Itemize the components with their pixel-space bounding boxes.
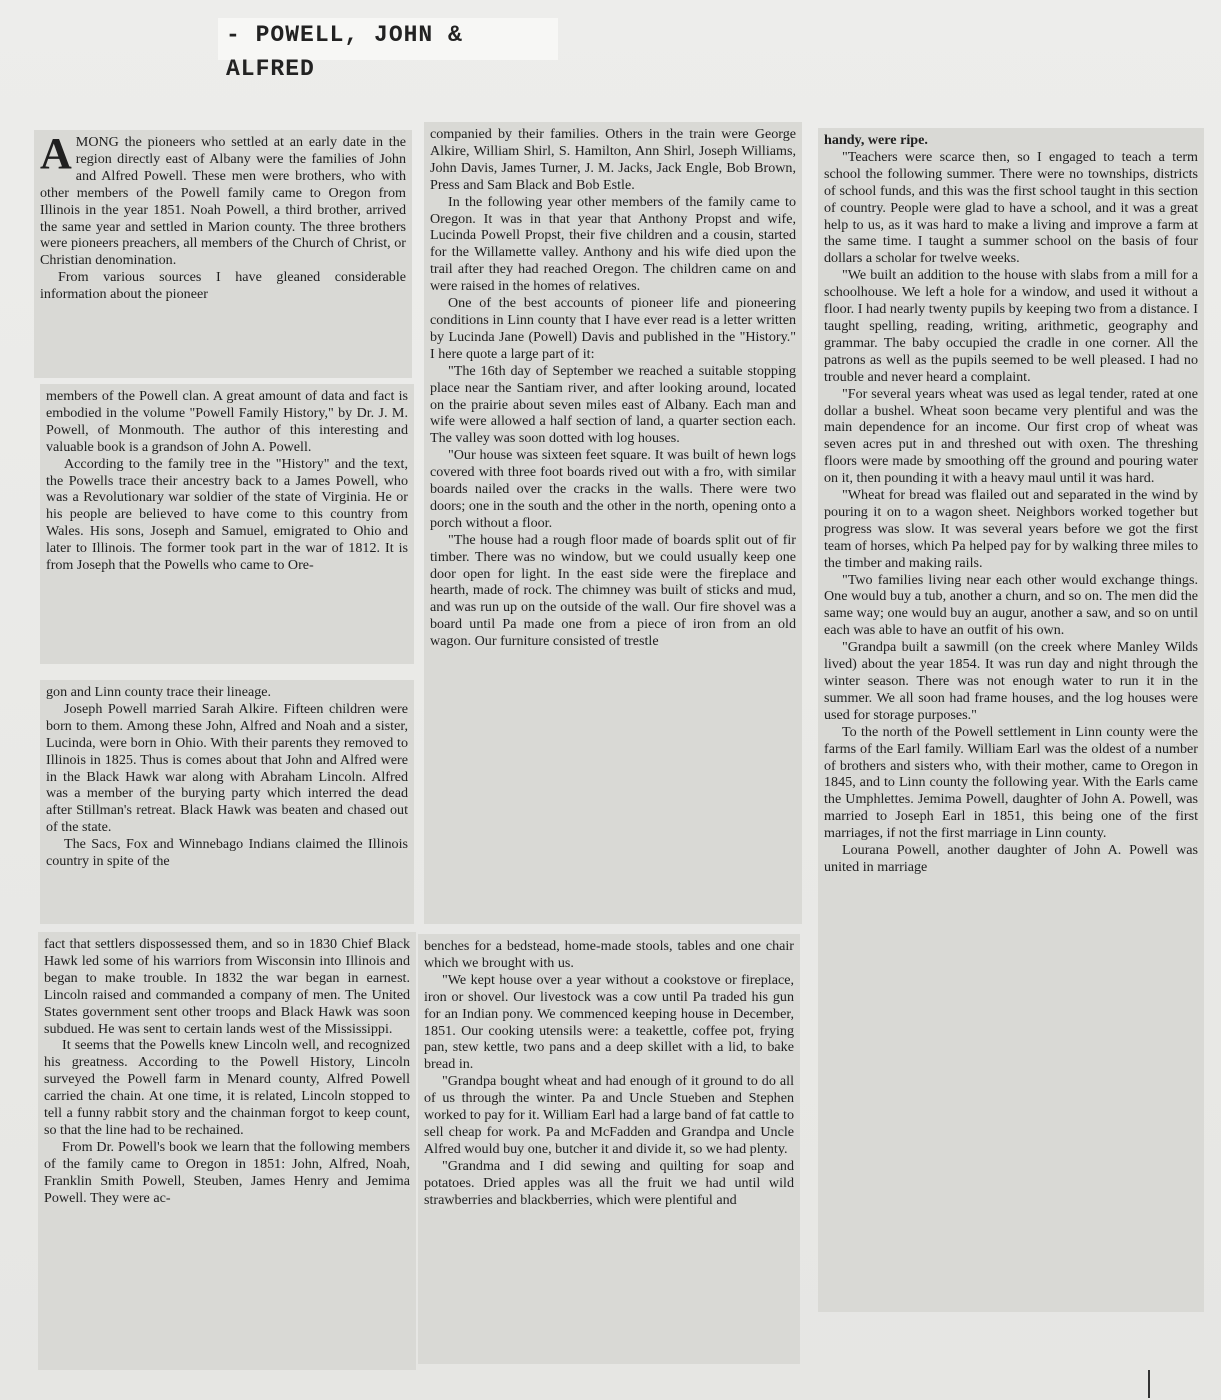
col2-para: "Our house was sixteen feet square. It was built of hewn logs covered with three foot boards rived out with a fro, with similar boards nailed over the cracks in the walls. There were two doors; one in the south and the other in the north, opening onto a porch without a floor. xyxy=(430,447,796,531)
col3-para: "Teachers were scarce then, so I engaged to teach a term school the following summer. There were no townships, districts of school funds, and this was the first school taught in this section of country. People were glad to have a school, and it was a great help to us, as it was hard to make a living and improve a farm at the same time. I taught a summer school on the basis of four dollars a scholar for twelve weeks. xyxy=(824,148,1198,267)
col1-para xyxy=(40,130,406,269)
col1-para: Joseph Powell married Sarah Alkire. Fifteen children were born to them. Among these John, Alfred and Noah and a sister, Lucinda, were born in Ohio. With their parents they removed to Illinois in 1825. Thus is comes about that John and Alfred were in the Black Hawk war along with Abraham Lincoln. Alfred was a member of the burying party which interred the dead after Stillman's retreat. Black Hawk was beaten and chased out of the state. xyxy=(46,700,408,836)
col2-block2 xyxy=(418,934,800,1364)
col3-block xyxy=(818,128,1204,1312)
col1-para: fact that settlers dispossessed them, and so in 1830 Chief Black Hawk led some of his warriors from Wisconsin into Illinois and began to make trouble. In 1832 the war began in earnest. Lincoln raised and commanded a company of men. The United States government sent other troops and Black Hawk was soon subdued. He was sent to certain lands west of the Mississippi. xyxy=(44,936,410,1037)
col3-para: "We built an addition to the house with slabs from a mill for a schoolhouse. We left a hole for a window, and used it without a floor. I had nearly twenty pupils by keeping two from a distance. I taught spelling, reading, writing, arithmetic, geography and grammar. The baby occupied the cradle in one corner. All the patrons as well as the pupils seemed to be well pleased. I had no trouble and never heard a complaint. xyxy=(824,267,1198,385)
col3-para: "Wheat for bread was flailed out and separated in the wind by pouring it on to a wagon sheet. Neighbors worked together but progress was slow. It was several years before we got the first team of horses, which Pa helped pay for by walking three miles to the timber and making rails. xyxy=(824,487,1198,571)
col3-para: handy, were ripe. xyxy=(824,132,928,148)
col2-para: "Grandpa bought wheat and had enough of it ground to do all of us through the winter. Pa and Uncle Stueben and Stephen worked to pay for it. William Earl had a large band of fat cattle to sell cheap for work. Pa and McFadden and Grandpa and Uncle Alfred would buy one, butcher it and divide it, so we had plenty. xyxy=(424,1073,794,1157)
col1-para: The Sacs, Fox and Winnebago Indians claimed the Illinois country in spite of the xyxy=(46,836,408,870)
col3-para: "Two families living near each other would exchange things. One would buy a tub, another a churn, and so on. The men did the same way; one would buy an augur, another a saw, and so on until each was able to have an outfit of his own. xyxy=(824,571,1198,639)
col1-block1 xyxy=(34,130,412,378)
col1-para: From various sources I have gleaned considerable information about the pioneer xyxy=(40,269,406,303)
col2-block1 xyxy=(424,122,802,924)
col3-para: To the north of the Powell settlement in Linn county were the farms of the Earl family. William Earl was the oldest of a number of brothers and sisters who, with their mother, came to Oregon in 1845, and to Linn county the following year. With the Earls came the Umphlettes. Jemima Powell, daughter of John A. Powell, was married to Joseph Earl in 1851, this being one of the first marriages, if not the first marriage in Linn county. xyxy=(824,723,1198,842)
col2-para: One of the best accounts of pioneer life and pioneering conditions in Linn county that I have ever read is a letter written by Lucinda Jane (Powell) Davis and published in the "History." I here quote a large part of it: xyxy=(430,295,796,362)
col2-para: In the following year other members of the family came to Oregon. It was in that year that Anthony Propst and wife, Lucinda Powell Propst, their five children and a cousin, started for the Willamette valley. Anthony and his wife died upon the trail after they had reached Oregon. The children came on and were raised in the homes of relatives. xyxy=(430,193,796,295)
header-label: - POWELL, JOHN & ALFRED xyxy=(218,18,558,60)
col1-para: members of the Powell clan. A great amount of data and fact is embodied in the volume "Powell Family History," by Dr. J. M. Powell, of Monmouth. The author of this interesting and valuable book is a grandson of John A. Powell. xyxy=(46,388,408,455)
col1-block2 xyxy=(40,384,414,664)
col1-block4 xyxy=(38,932,416,1370)
col1-para: gon and Linn county trace their lineage. xyxy=(46,684,272,700)
col2-para: "The house had a rough floor made of boards split out of fir timber. There was no window, but we could usually keep one door open for light. In the east side were the fireplace and hearth, made of rock. The chimney was built of sticks and mud, and was run up on the outside of the wall. Our fire shovel was a board until Pa made one from a piece of iron from an old wagon. Our furniture consisted of trestle xyxy=(430,531,796,650)
col2-para: "Grandma and I did sewing and quilting for soap and potatoes. Dried apples was all the fruit we had until wild strawberries and blackberries, which were plentiful and xyxy=(424,1157,794,1208)
col3-para: "Grandpa built a sawmill (on the creek where Manley Wilds lived) about the year 1854. It was run day and night through the winter season. There was not enough water to run it in the summer. We all soon had frame houses, and the log houses were used for storage purposes." xyxy=(824,639,1198,723)
col2-para: benches for a bedstead, home-made stools, tables and one chair which we brought with us. xyxy=(424,938,794,971)
col1-para-text: MONG the pioneers who settled at an early date in the region directly east of Albany were the families of John and Alfred Powell. These men were brothers, who with other members of the Powell family came to Oregon from Illinois in the year 1851. Noah Powell, a third brother, arrived the same year and settled in Marion county. The three brothers were pioneers preachers, all members of the Church of Christ, or Christian denomination. xyxy=(40,134,406,269)
margin-mark xyxy=(1148,1370,1150,1398)
col2-para: "We kept house over a year without a cookstove or fireplace, iron or shovel. Our livestock was a cow until Pa traded his gun for an Indian pony. We commenced keeping house in December, 1851. Our cooking utensils were: a teakettle, coffee pot, frying pan, stew kettle, two pans and a deep skillet with a lid, to bake bread in. xyxy=(424,971,794,1073)
col1-block3 xyxy=(40,680,414,924)
drop-cap: A xyxy=(40,130,72,178)
col3-para: Lourana Powell, another daughter of John A. Powell was united in marriage xyxy=(824,842,1198,875)
col1-para: According to the family tree in the "History" and the text, the Powells trace their ancestry back to a James Powell, who was a Revolutionary war soldier of the state of Virginia. He or his people are believed to have come to this country from Wales. His sons, Joseph and Samuel, emigrated to Ohio and later to Illinois. The former took part in the war of 1812. It is from Joseph that the Powells who came to Ore- xyxy=(46,455,408,574)
col1-para: It seems that the Powells knew Lincoln well, and recognized his greatness. According to the Powell History, Lincoln surveyed the Powell farm in Menard county, Alfred Powell carried the chain. At one time, it is related, Lincoln stopped to tell a funny rabbit story and the chainman forgot to keep count, so that the line had to be rechained. xyxy=(44,1037,410,1138)
col3-para: "For several years wheat was used as legal tender, rated at one dollar a bushel. Wheat soon became very plentiful and was the main dependence for an income. Our first crop of wheat was seven acres put in and threshed out with oxen. The threshing floors were made by smoothing off the ground and pouring water on it, then pounding it with a heavy maul until it was hard. xyxy=(824,385,1198,487)
col2-para: "The 16th day of September we reached a suitable stopping place near the Santiam river, and after looking around, located on the prairie about seven miles east of Albany. Each man and wife were allowed a half section of land, a quarter section each. The valley was soon dotted with log houses. xyxy=(430,362,796,447)
col2-para: companied by their families. Others in the train were George Alkire, William Shirl, S. Hamilton, Ann Shirl, Joseph Williams, John Davis, James Turner, J. M. Jacks, Jack Engle, Bob Brown, Press and Sam Black and Bob Estle. xyxy=(430,126,796,193)
col1-para: From Dr. Powell's book we learn that the following members of the family came to Oregon in 1851: John, Alfred, Noah, Franklin Smith Powell, Steuben, James Henry and Jemima Powell. They were ac- xyxy=(44,1138,410,1206)
